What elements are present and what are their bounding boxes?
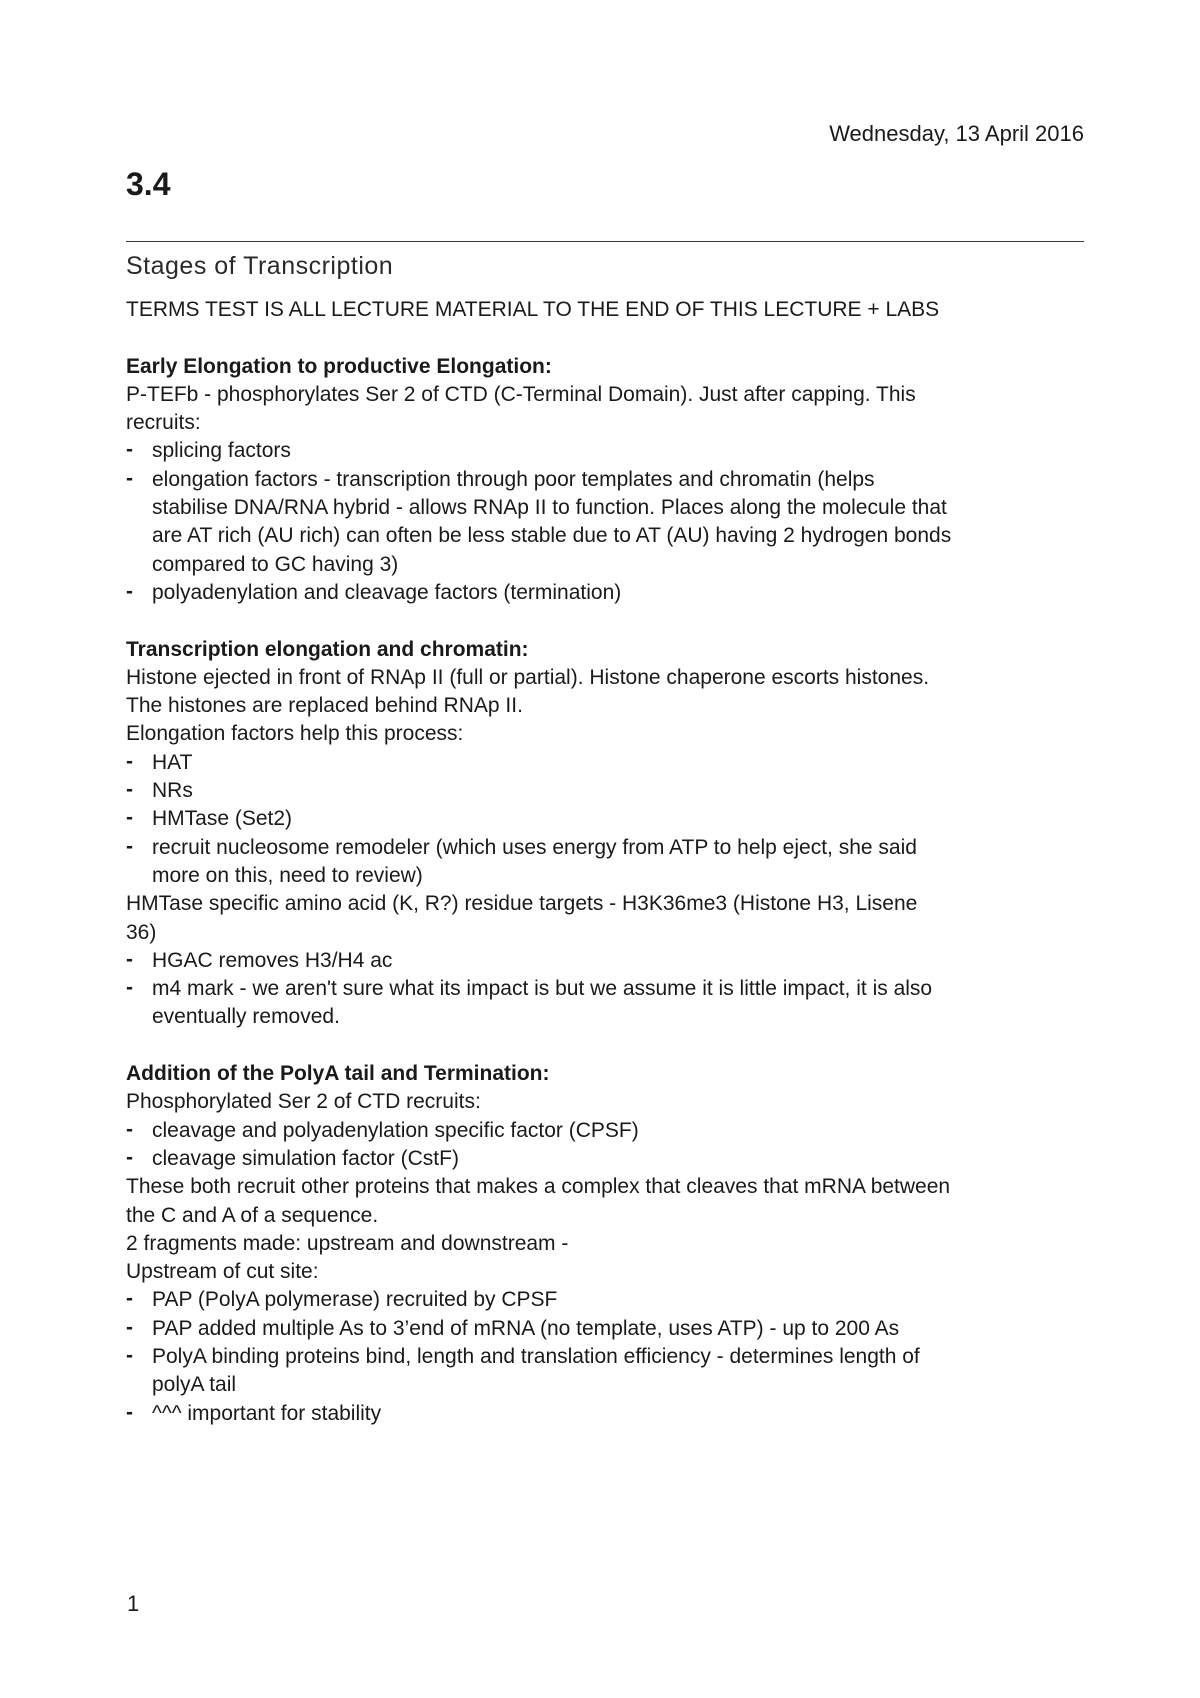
bullet-list [126,437,1084,607]
header-divider [126,241,1084,242]
list-item-text: - splicing factors [152,439,291,463]
paragraph-line: recruits: [126,411,201,435]
list-item-text: - PolyA binding proteins bind, length and translation efficiency - determines length of [152,1344,920,1368]
paragraph-line: the C and A of a sequence. [126,1203,379,1227]
list-item-text: are AT rich (AU rich) can often be less stable due to AT (AU) having 2 hydrogen bonds [152,524,952,548]
list-item-text: more on this, need to review) [152,863,423,887]
list-item-text: - recruit nucleosome remodeler (which uses energy from ATP to help eject, she said [152,835,917,859]
list-item-text: polyA tail [152,1373,237,1397]
list-item-text: - PAP (PolyA polymerase) recruited by CPSF [152,1288,558,1312]
bullet-list [126,749,1084,890]
paragraph-line: Histone ejected in front of RNAp II (full or partial). Histone chaperone escorts histones. [126,665,930,689]
list-item-text: - PAP added multiple As to 3’end of mRNA (no template, uses ATP) - up to 200 As [152,1316,900,1340]
bullet-list [126,1286,1084,1427]
list-item-text: - ^^^ important for stability [152,1401,382,1425]
list-item-text: - HAT [152,750,193,774]
paragraph-line: Elongation factors help this process: [126,722,464,746]
paragraph-line: P-TEFb - phosphorylates Ser 2 of CTD (C-Terminal Domain). Just after capping. This [126,382,916,406]
section-heading: Addition of the PolyA tail and Termination: [126,1062,550,1086]
list-item [126,1117,1084,1145]
section-heading: Transcription elongation and chromatin: [126,637,529,661]
list-item [126,834,1084,891]
section-heading: Early Elongation to productive Elongation: [126,354,552,378]
list-item-text: - HGAC removes H3/H4 ac [152,948,393,972]
list-item [126,1343,1084,1400]
paragraph-line: Phosphorylated Ser 2 of CTD recruits: [126,1090,481,1114]
paragraph-line: 36) [126,920,157,944]
terms-test-notice: TERMS TEST IS ALL LECTURE MATERIAL TO THE END OF THIS LECTURE + LABS [126,298,940,321]
list-item-text: compared to GC having 3) [152,552,399,576]
page-number: 1 [127,1591,140,1616]
section-elongation-chromatin [126,636,1084,1032]
list-item [126,749,1084,777]
list-item-text: stabilise DNA/RNA hybrid - allows RNAp II to function. Places along the molecule that [152,496,947,520]
list-item-text: eventually removed. [152,1005,340,1029]
list-item [126,1145,1084,1173]
list-item-text: - cleavage and polyadenylation specific factor (CPSF) [152,1118,639,1142]
list-item [126,777,1084,805]
list-item-text: - m4 mark - we aren't sure what its impact is but we assume it is little impact, it is also [152,977,933,1001]
list-item [126,579,1084,607]
section-early-elongation [126,353,1084,608]
list-item [126,947,1084,975]
list-item [126,1315,1084,1343]
paragraph-line: 2 fragments made: upstream and downstream - [126,1231,569,1255]
list-item-text: - NRs [152,779,193,803]
list-item [126,975,1084,1032]
list-item-text: - polyadenylation and cleavage factors (termination) [152,580,622,604]
bullet-list [126,947,1084,1032]
paragraph-line: The histones are replaced behind RNAp II. [126,694,523,718]
list-item-text: - HMTase (Set2) [152,807,293,831]
document-date: Wednesday, 13 April 2016 [829,121,1084,146]
paragraph-line: HMTase specific amino acid (K, R?) residue targets - H3K36me3 (Histone H3, Lisene [126,892,918,916]
paragraph-line: These both recruit other proteins that makes a complex that cleaves that mRNA between [126,1175,951,1199]
section-polya-termination [126,1060,1084,1428]
list-item [126,1400,1084,1428]
list-item [126,437,1084,465]
bullet-list [126,1117,1084,1174]
lecture-number: 3.4 [126,166,171,202]
list-item-text: - elongation factors - transcription through poor templates and chromatin (helps [152,467,875,491]
list-item [126,1286,1084,1314]
list-item [126,466,1084,579]
paragraph-line: Upstream of cut site: [126,1260,319,1284]
notes-body [126,296,1084,1428]
list-item-text: - cleavage simulation factor (CstF) [152,1146,459,1170]
page-title: Stages of Transcription [126,252,394,280]
list-item [126,805,1084,833]
